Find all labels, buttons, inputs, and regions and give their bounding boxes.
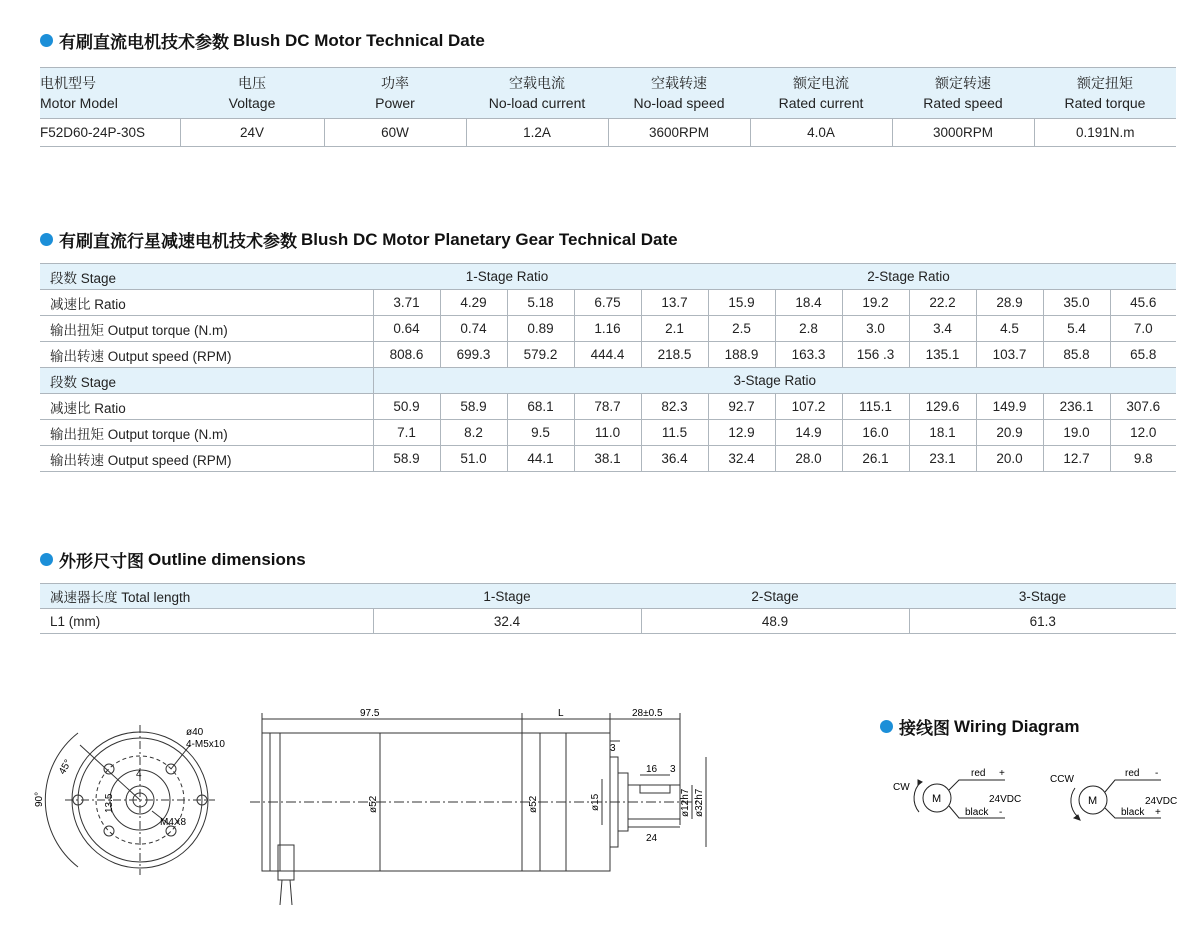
dim-m5: 4-M5x10 [186, 739, 225, 750]
motor-label: M [932, 793, 942, 805]
cell: 3.0 [842, 316, 909, 342]
cell: 9.5 [507, 420, 574, 446]
ratio-row [40, 290, 1176, 316]
minus-label: - [999, 807, 1003, 818]
cell: 107.2 [775, 394, 842, 420]
cell: 149.9 [976, 394, 1043, 420]
cell: 236.1 [1043, 394, 1110, 420]
cell: 1.16 [574, 316, 641, 342]
section-title-outline [40, 547, 306, 572]
cell: 48.9 [641, 609, 909, 634]
cell: 0.64 [373, 316, 440, 342]
header-label: 减速器长度 Total length [40, 584, 373, 609]
cell: 24V [180, 119, 324, 147]
dim-d12h7-text: ø12h7 [680, 788, 691, 817]
stage1-header: 1-Stage Ratio [373, 264, 641, 290]
section-title-en: Blush DC Motor Technical Date [233, 30, 485, 50]
section-title-en: Blush DC Motor Planetary Gear Technical Date [301, 229, 678, 249]
header-cell: 电压 Voltage [180, 68, 324, 119]
section-title-cn: 有刷直流行星减速电机技术参数 [59, 232, 297, 251]
dim-45deg: 45° [57, 757, 75, 777]
cell: 12.9 [708, 420, 775, 446]
motor-spec-table [40, 67, 1176, 147]
cell: 18.1 [909, 420, 976, 446]
dim-28: 28±0.5 [632, 708, 663, 719]
stage-header: 2-Stage [641, 584, 909, 609]
dim-m4: M4X8 [160, 817, 187, 828]
row-label: 减速比 Ratio [40, 290, 373, 316]
voltage-label: 24VDC [1145, 796, 1178, 807]
dim-24-text: 24 [646, 833, 658, 844]
speed-row [40, 342, 1176, 368]
bullet-dot-icon [880, 720, 893, 733]
cw-red-wire [949, 780, 1005, 790]
row-label: 输出转速 Output speed (RPM) [40, 342, 373, 368]
cell: 16.0 [842, 420, 909, 446]
dim-3a: 3 [610, 743, 616, 754]
table-row [40, 119, 1176, 147]
dim-d32h7-text: ø32h7 [694, 788, 705, 817]
cell: 92.7 [708, 394, 775, 420]
ccw-arrow-head-icon [1074, 815, 1080, 820]
dim-3b: 3 [670, 764, 676, 775]
red-label: red [1125, 768, 1140, 779]
cell: 135.1 [909, 342, 976, 368]
table-row [40, 609, 1176, 634]
bullet-dot-icon [40, 553, 53, 566]
red-label: red [971, 768, 986, 779]
cell: 26.1 [842, 446, 909, 472]
stage-header: 3-Stage [909, 584, 1176, 609]
dim-16-text: 16 [646, 764, 658, 775]
cell: 579.2 [507, 342, 574, 368]
cell: 699.3 [440, 342, 507, 368]
gear-ratio-table [40, 263, 1176, 472]
motor-label: M [1088, 795, 1098, 807]
dim-d52a-text: ø52 [368, 795, 379, 813]
header-cell: 额定扭矩 Rated torque [1034, 68, 1176, 119]
row-label: 减速比 Ratio [40, 394, 373, 420]
cell: 15.9 [708, 290, 775, 316]
cell: 82.3 [641, 394, 708, 420]
cell: 78.7 [574, 394, 641, 420]
cell: 7.1 [373, 420, 440, 446]
outline-length-table [40, 583, 1176, 634]
cell: 50.9 [373, 394, 440, 420]
plus-label: + [999, 768, 1005, 779]
torque-row [40, 316, 1176, 342]
cell: 1.2A [466, 119, 608, 147]
cell: 12.7 [1043, 446, 1110, 472]
cell: 9.8 [1110, 446, 1176, 472]
cell: 0.74 [440, 316, 507, 342]
dim-d52b-text: ø52 [528, 795, 539, 813]
cw-arrow-arc [914, 782, 921, 812]
cell: 45.6 [1110, 290, 1176, 316]
cell: 20.0 [976, 446, 1043, 472]
cell: 85.8 [1043, 342, 1110, 368]
header-cell: 功率 Power [324, 68, 466, 119]
wiring-diagram [885, 760, 1185, 830]
cell: 3.4 [909, 316, 976, 342]
stage-header-row [40, 368, 1176, 394]
cell: 5.18 [507, 290, 574, 316]
stage-header: 1-Stage [373, 584, 641, 609]
ratio-row [40, 394, 1176, 420]
section-title-motor-spec [40, 28, 485, 53]
cell: 51.0 [440, 446, 507, 472]
cell: 11.0 [574, 420, 641, 446]
cell: 11.5 [641, 420, 708, 446]
motor-front-view-drawing [30, 715, 240, 885]
leader-line [80, 745, 140, 800]
header-cell: 空载电流 No-load current [466, 68, 608, 119]
dim-L: L [558, 708, 564, 719]
stage-header-row [40, 264, 1176, 290]
cell: 188.9 [708, 342, 775, 368]
cell: 3000RPM [892, 119, 1034, 147]
bullet-dot-icon [40, 34, 53, 47]
cell: 4.0A [750, 119, 892, 147]
cell: 36.4 [641, 446, 708, 472]
cell: 0.89 [507, 316, 574, 342]
cell: 307.6 [1110, 394, 1176, 420]
cell: 14.9 [775, 420, 842, 446]
cell: 32.4 [373, 609, 641, 634]
row-label: L1 (mm) [40, 609, 373, 634]
cable-wires [280, 880, 292, 905]
cell: 103.7 [976, 342, 1043, 368]
cell: 444.4 [574, 342, 641, 368]
section-title-cn: 有刷直流电机技术参数 [59, 33, 229, 52]
outline-header-row [40, 584, 1176, 609]
cell: 68.1 [507, 394, 574, 420]
cell: 3.71 [373, 290, 440, 316]
cell: 19.0 [1043, 420, 1110, 446]
cell: 2.1 [641, 316, 708, 342]
black-label: black [965, 807, 989, 818]
cell: 44.1 [507, 446, 574, 472]
cell: 7.0 [1110, 316, 1176, 342]
stage-label: 段数 Stage [40, 264, 373, 290]
dim-d15-text: ø15 [590, 793, 601, 811]
row-label: 输出扭矩 Output torque (N.m) [40, 316, 373, 342]
cw-arrow-head-icon [918, 780, 922, 785]
voltage-label: 24VDC [989, 794, 1022, 805]
ccw-arrow-arc [1071, 788, 1077, 816]
table-header-row [40, 68, 1176, 119]
stage3-header: 3-Stage Ratio [373, 368, 1176, 394]
cell: 5.4 [1043, 316, 1110, 342]
stage2-header: 2-Stage Ratio [641, 264, 1176, 290]
cell: 60W [324, 119, 466, 147]
cell: 32.4 [708, 446, 775, 472]
header-cell: 电机型号 Motor Model [40, 68, 180, 119]
motor-side-view-drawing [240, 705, 720, 910]
dim-d40: ø40 [186, 727, 204, 738]
ccw-label: CCW [1050, 774, 1074, 785]
cell: 58.9 [440, 394, 507, 420]
cell: 28.9 [976, 290, 1043, 316]
section-title-en: Outline dimensions [148, 549, 306, 569]
cell: 129.6 [909, 394, 976, 420]
row-label: 输出转速 Output speed (RPM) [40, 446, 373, 472]
cell: 18.4 [775, 290, 842, 316]
speed-row [40, 446, 1176, 472]
cell: 115.1 [842, 394, 909, 420]
cell: 38.1 [574, 446, 641, 472]
dim-90deg: 90° [34, 791, 45, 807]
header-cell: 空载转速 No-load speed [608, 68, 750, 119]
cell: 13.7 [641, 290, 708, 316]
cell: 35.0 [1043, 290, 1110, 316]
dim-4: 4 [136, 769, 142, 780]
key [640, 785, 670, 793]
bolt-hole [104, 826, 114, 836]
cell: 65.8 [1110, 342, 1176, 368]
cell: 28.0 [775, 446, 842, 472]
cell: 4.29 [440, 290, 507, 316]
cell: 12.0 [1110, 420, 1176, 446]
cell: 4.5 [976, 316, 1043, 342]
cell: 2.8 [775, 316, 842, 342]
cell: 23.1 [909, 446, 976, 472]
section-title-wiring [880, 714, 1079, 739]
cell: 20.9 [976, 420, 1043, 446]
header-cell: 额定电流 Rated current [750, 68, 892, 119]
cell: 163.3 [775, 342, 842, 368]
cell: 0.191N.m [1034, 119, 1176, 147]
ccw-red-wire [1105, 780, 1161, 792]
torque-row [40, 420, 1176, 446]
section-title-en: Wiring Diagram [954, 716, 1080, 736]
cell: 808.6 [373, 342, 440, 368]
cell: 3600RPM [608, 119, 750, 147]
cell: 61.3 [909, 609, 1176, 634]
minus-label: - [1155, 768, 1159, 779]
bullet-dot-icon [40, 233, 53, 246]
section-title-cn: 接线图 [899, 719, 950, 738]
cell: 6.75 [574, 290, 641, 316]
section-title-cn: 外形尺寸图 [59, 552, 144, 571]
cell: 58.9 [373, 446, 440, 472]
plus-label: + [1155, 807, 1161, 818]
cw-label: CW [893, 782, 910, 793]
cell: 2.5 [708, 316, 775, 342]
dim-97-5: 97.5 [360, 708, 380, 719]
cell: 22.2 [909, 290, 976, 316]
cell: F52D60-24P-30S [40, 119, 180, 147]
stage-label: 段数 Stage [40, 368, 373, 394]
dim-13-5: 13.5 [104, 793, 115, 813]
cell: 218.5 [641, 342, 708, 368]
row-label: 输出扭矩 Output torque (N.m) [40, 420, 373, 446]
section-title-gear-spec [40, 227, 678, 252]
cell: 156 .3 [842, 342, 909, 368]
cell: 19.2 [842, 290, 909, 316]
cell: 8.2 [440, 420, 507, 446]
header-cell: 额定转速 Rated speed [892, 68, 1034, 119]
black-label: black [1121, 807, 1145, 818]
